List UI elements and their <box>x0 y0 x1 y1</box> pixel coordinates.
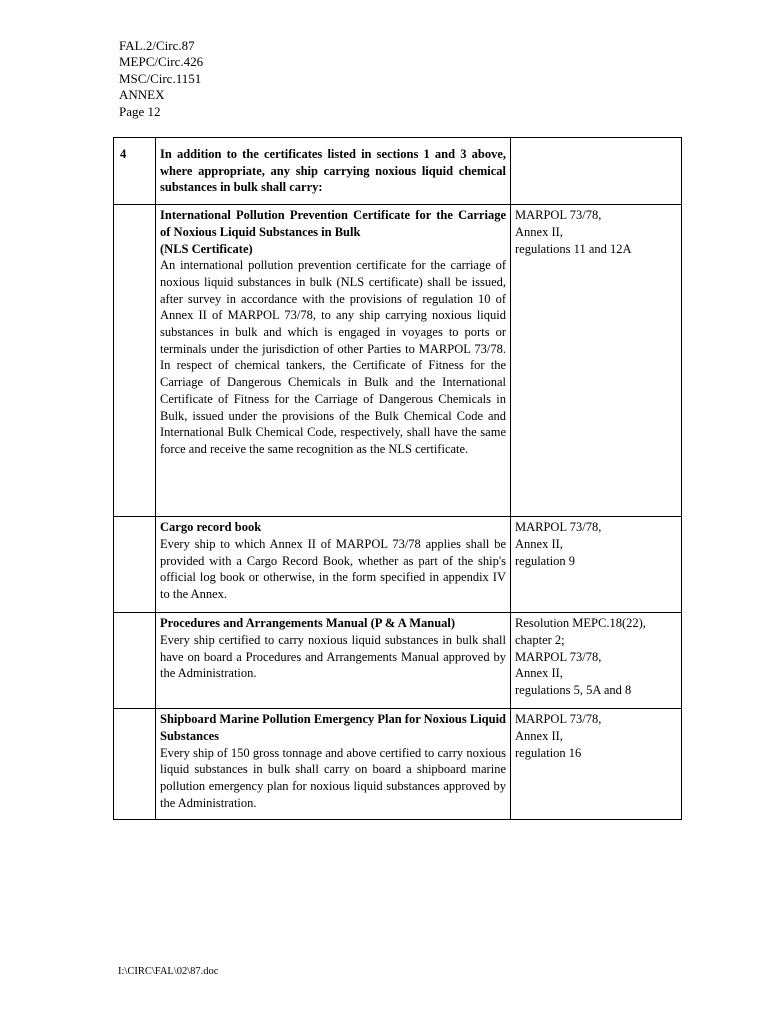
row-description <box>156 517 511 613</box>
ref-line: MARPOL 73/78, <box>515 520 602 535</box>
ref-line: Annex II, <box>515 728 563 743</box>
page-header <box>119 38 203 120</box>
row-title: Shipboard Marine Pollution Emergency Plan for Noxious Liquid Substances <box>160 712 506 743</box>
ref-line: Annex II, <box>515 666 563 681</box>
empty-number-cell <box>114 205 156 517</box>
header-line-fal: FAL.2/Circ.87 <box>119 38 195 53</box>
section-heading: In addition to the certificates listed in sections 1 and 3 above, where appropriate, any ship carrying noxious liquid chemical substances in bulk shall carry: <box>156 138 511 205</box>
row-references <box>511 205 682 517</box>
section-number: 4 <box>114 138 156 205</box>
row-body: An international pollution prevention certificate for the carriage of noxious liquid substances in bulk (NLS certificate) shall be issued, after survey in accordance with the provisions of regulation 10 of Annex II of MARPOL 73/78, to any ship carrying noxious liquid substances in bulk and which is engaged in voyages to ports or terminals under the jurisdiction of other Parties to MARPOL 73/78. In respect of chemical tankers, the Certificate of Fitness for the Carriage of Dangerous Chemicals in Bulk and the International Certificate of Fitness for the Carriage of Dangerous Chemicals in Bulk, issued under the provisions of the Bulk Chemical Code and International Bulk Chemical Code, respectively, shall have the same force and receive the same recognition as the NLS certificate. <box>160 258 506 456</box>
row-body: Every ship of 150 gross tonnage and above certified to carry noxious liquid substances in bulk shall carry on board a shipboard marine pollution emergency plan for noxious liquid substances approved by the Administration. <box>160 745 506 810</box>
header-line-msc: MSC/Circ.1151 <box>119 70 202 86</box>
ref-line: MARPOL 73/78, <box>515 712 602 727</box>
row-description <box>156 205 511 517</box>
empty-ref-cell <box>511 138 682 205</box>
row-title: Cargo record book <box>160 520 262 535</box>
ref-line: chapter 2; <box>515 632 565 647</box>
row-references <box>511 613 682 709</box>
ref-line: Annex II, <box>515 536 563 551</box>
table-row-emergency-plan <box>114 709 682 820</box>
ref-line: Resolution MEPC.18(22), <box>515 616 646 631</box>
ref-line: regulation 9 <box>515 553 576 568</box>
header-line-mepc: MEPC/Circ.426 <box>119 54 204 70</box>
table-row-pa-manual <box>114 613 682 709</box>
ref-line: MARPOL 73/78, <box>515 649 602 664</box>
row-body: Every ship to which Annex II of MARPOL 73/78 applies shall be provided with a Cargo Record Book, whether as part of the ship's official log book or otherwise, in the form specified in appendix IV to the Annex. <box>160 536 506 601</box>
ref-line: regulation 16 <box>515 745 582 760</box>
ref-line: regulations 5, 5A and 8 <box>515 682 632 697</box>
row-description <box>156 709 511 820</box>
ref-line: Annex II, <box>515 224 563 239</box>
row-body: Every ship certified to carry noxious liquid substances in bulk shall have on board a Procedures and Arrangements Manual approved by the Administration. <box>160 632 506 681</box>
certificates-table <box>113 137 682 820</box>
table-row-nls-certificate <box>114 205 682 517</box>
table-row-cargo-record-book <box>114 517 682 613</box>
header-line-annex: ANNEX <box>119 87 165 103</box>
row-subtitle: (NLS Certificate) <box>160 241 253 256</box>
empty-number-cell <box>114 613 156 709</box>
table-row-section-heading <box>114 138 682 205</box>
row-description <box>156 613 511 709</box>
footer-file-path: I:\CIRC\FAL\02\87.doc <box>118 966 219 977</box>
row-references <box>511 517 682 613</box>
header-line-page: Page 12 <box>119 103 161 119</box>
empty-number-cell <box>114 517 156 613</box>
empty-number-cell <box>114 709 156 820</box>
row-title: Procedures and Arrangements Manual (P & A Manual) <box>160 616 456 631</box>
row-references <box>511 709 682 820</box>
row-title: International Pollution Prevention Certificate for the Carriage of Noxious Liquid Substances in Bulk <box>160 208 506 239</box>
ref-line: regulations 11 and 12A <box>515 241 632 256</box>
ref-line: MARPOL 73/78, <box>515 208 602 223</box>
